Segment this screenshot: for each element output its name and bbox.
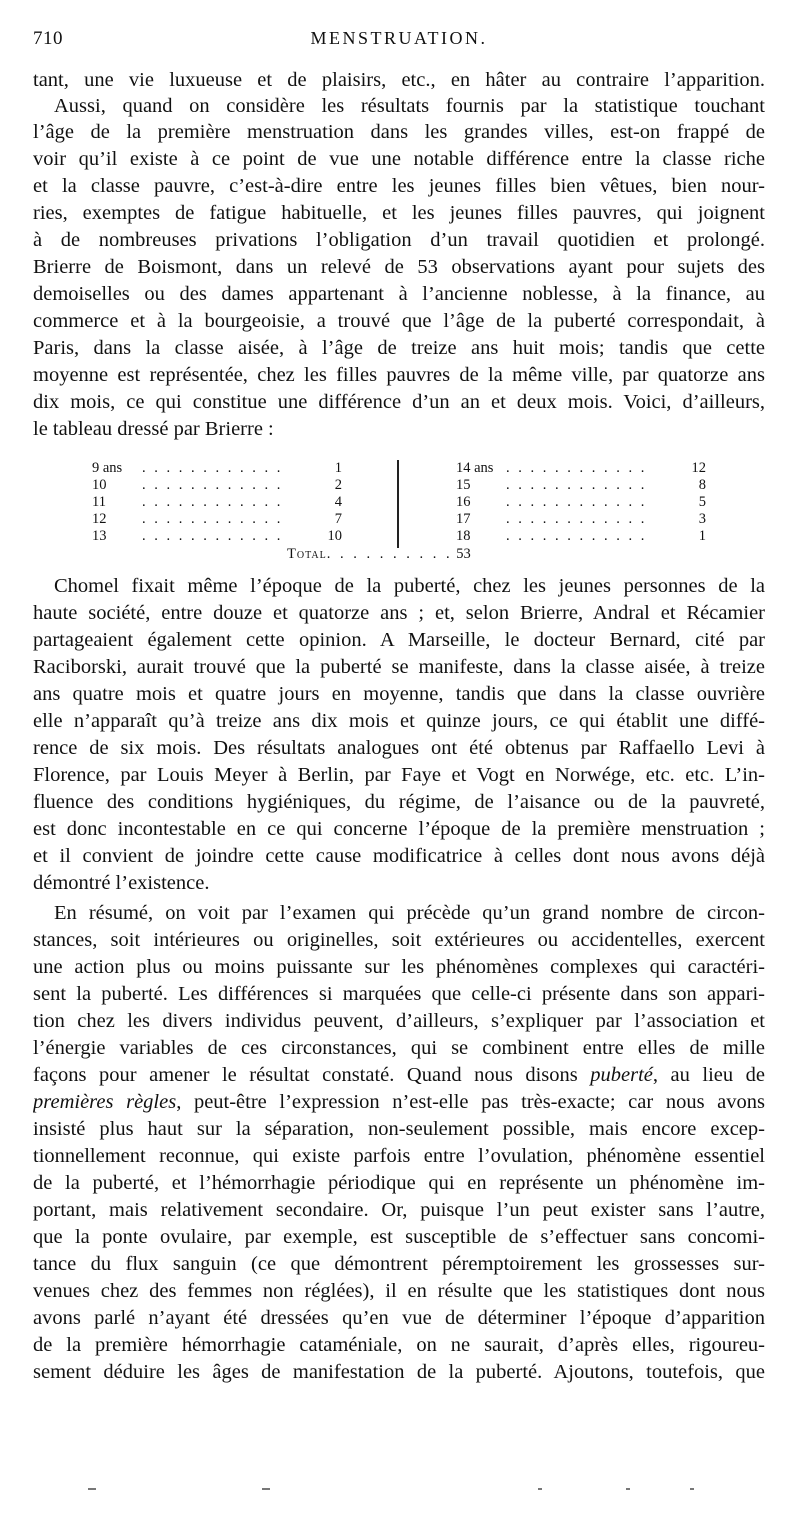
leader-dots: . . . . . . . . . . . . <box>506 477 647 493</box>
table-row <box>456 528 706 545</box>
italic-term: premières règles <box>33 1091 177 1113</box>
text-line: elle n’apparaît qu’à treize ans dix mois et quinze jours, ce qui établit une diffé- <box>33 710 765 732</box>
table-age: 13 <box>92 528 107 544</box>
text-line: ries, exemptes de fatigue habituelle, et les jeunes filles pauvres, qui joignent <box>33 202 765 224</box>
age-table <box>92 460 704 560</box>
text-line: sent la puberté. Les différences si marquées que celle-ci présente dans son appari- <box>33 983 765 1005</box>
text-line: de la première hémorrhagie cataméniale, on ne saurait, d’après elles, rigoureu- <box>33 1334 765 1356</box>
text-line: est donc incontestable en ce qui concerne l’époque de la première menstruation ; <box>33 818 765 840</box>
text-line: insisté plus haut sur la séparation, non-seulement possible, mais encore excep- <box>33 1118 765 1140</box>
leader-dots: . . . . . . . . . . . . <box>506 460 647 476</box>
table-row <box>456 511 706 528</box>
text-line: En résumé, on voit par l’examen qui précède qu’un grand nombre de circon- <box>54 902 765 924</box>
text-line: moyenne est représentée, chez les filles pauvres de la même ville, par quatorze ans <box>33 364 765 386</box>
text-line: tion chez les divers individus peuvent, d’ailleurs, s’expliquer par l’association et <box>33 1010 765 1032</box>
scan-speck <box>262 1488 270 1490</box>
scan-speck <box>88 1488 96 1490</box>
italic-term: puberté <box>590 1064 653 1086</box>
text-line: sement déduire les âges de manifestation de la puberté. Ajoutons, toutefois, que <box>33 1361 765 1383</box>
table-value: 8 <box>698 477 706 493</box>
text-line: tance du flux sanguin (ce que démontrent péremptoirement les grossesses sur- <box>33 1253 765 1275</box>
table-value: 7 <box>334 511 342 527</box>
table-age: 11 <box>92 494 106 510</box>
scan-specks <box>0 1488 800 1498</box>
leader-dots: . . . . . . . . . . <box>326 546 453 562</box>
table-age: 9 ans <box>92 460 123 476</box>
table-age: 17 <box>456 511 471 527</box>
text-line: venues chez des femmes non réglées), il en résulte que les statistiques dont nous <box>33 1280 765 1302</box>
text-line: voir qu’il existe à ce point de vue une notable différence entre la classe riche <box>33 148 765 170</box>
table-total-label: Total <box>287 546 327 562</box>
table-row <box>456 494 706 511</box>
text-line: à de nombreuses privations l’obligation d’un travail quotidien et prolongé. <box>33 229 765 251</box>
table-row <box>456 477 706 494</box>
text-line: Chomel fixait même l’époque de la puberté, chez les jeunes personnes de la <box>54 575 765 597</box>
table-age: 14 ans <box>456 460 494 476</box>
text-line: que la ponte ovulaire, par exemple, est susceptible de s’effectuer sans concomi- <box>33 1226 765 1248</box>
leader-dots: . . . . . . . . . . . . <box>142 494 283 510</box>
table-row <box>92 477 342 494</box>
text-line: de la puberté, et l’hémorrhagie périodique qui en représente un phénomène im- <box>33 1172 765 1194</box>
text-line: le tableau dressé par Brierre : <box>33 418 274 440</box>
text-line: tionnellement reconnue, qui existe parfois entre l’ovulation, phénomène essentiel <box>33 1145 765 1167</box>
text-line: portant, mais relativement secondaire. Or, puisque l’un peut exister sans l’autre, <box>33 1199 765 1221</box>
text-segment: , peut-être l’expression n’est-elle pas très-exacte; car nous avons <box>176 1091 765 1113</box>
table-row <box>92 528 342 545</box>
text-line: haute société, entre douze et quatorze ans ; et, selon Brierre, Andral et Récamier <box>33 602 765 624</box>
text-line: fluence des conditions hygiéniques, du régime, de l’aisance ou de la pauvreté, <box>33 791 765 813</box>
text-line: demoiselles ou des dames appartenant à l’ancienne noblesse, à la finance, au <box>33 283 765 305</box>
table-age: 12 <box>92 511 107 527</box>
text-line <box>33 1089 765 1115</box>
text-line: et la classe pauvre, c’est-à-dire entre les jeunes filles bien vêtues, bien nour- <box>33 175 765 197</box>
table-row <box>456 460 706 477</box>
table-column-right <box>456 460 706 545</box>
table-value: 10 <box>327 528 342 544</box>
text-line: Florence, par Louis Meyer à Berlin, par Faye et Vogt en Norwége, etc. etc. L’in- <box>33 764 765 786</box>
text-line: stances, soit intérieures ou originelles, soit extérieures ou accidentelles, exercent <box>33 929 765 951</box>
text-line: et il convient de joindre cette cause modificatrice à celles dont nous avons déjà <box>33 845 765 867</box>
table-row <box>92 460 342 477</box>
text-line: Brierre de Boismont, dans un relevé de 53 observations ayant pour sujets des <box>33 256 765 278</box>
text-segment: , au lieu de <box>652 1064 765 1086</box>
leader-dots: . . . . . . . . . . . . <box>506 511 647 527</box>
table-value: 2 <box>334 477 342 493</box>
page-number: 710 <box>33 28 63 49</box>
text-line: Aussi, quand on considère les résultats fournis par la statistique touchant <box>54 95 765 117</box>
table-value: 1 <box>334 460 342 476</box>
text-line: l’énergie variables de ces circonstances, qui se combinent entre elles de mille <box>33 1037 765 1059</box>
table-age: 15 <box>456 477 471 493</box>
table-value: 1 <box>698 528 706 544</box>
leader-dots: . . . . . . . . . . . . <box>142 460 283 476</box>
scan-speck <box>626 1488 630 1490</box>
leader-dots: . . . . . . . . . . . . <box>506 494 647 510</box>
table-row <box>92 511 342 528</box>
text-line: l’âge de la première menstruation dans les grandes villes, est-on frappé de <box>33 121 765 143</box>
leader-dots: . . . . . . . . . . . . <box>142 528 283 544</box>
table-total-value: 53 <box>456 546 471 562</box>
text-line: rence de six mois. Des résultats analogues ont été obtenus par Raffaello Levi à <box>33 737 765 759</box>
leader-dots: . . . . . . . . . . . . <box>506 528 647 544</box>
table-value: 4 <box>334 494 342 510</box>
table-column-left <box>92 460 342 545</box>
table-value: 3 <box>698 511 706 527</box>
text-line: avons parlé n’ayant été dressées qu’en vue de déterminer l’époque d’apparition <box>33 1307 765 1329</box>
page-header <box>33 28 765 58</box>
text-line: commerce et à la bourgeoisie, a trouvé que l’âge de la puberté correspondait, à <box>33 310 765 332</box>
scan-speck <box>538 1488 542 1490</box>
text-line: Raciborski, aurait trouvé que la puberté se manifeste, dans la classe aisée, à treize <box>33 656 765 678</box>
text-line: une action plus ou moins puissante sur les phénomènes complexes qui caractéri- <box>33 956 765 978</box>
text-line: démontré l’existence. <box>33 872 210 894</box>
leader-dots: . . . . . . . . . . . . <box>142 511 283 527</box>
table-row <box>92 494 342 511</box>
table-divider <box>397 460 399 548</box>
table-total-row <box>287 546 507 563</box>
table-age: 16 <box>456 494 471 510</box>
text-segment: façons pour amener le résultat constaté. Quand nous disons <box>33 1064 591 1086</box>
text-line: tant, une vie luxueuse et de plaisirs, etc., en hâter au contraire l’apparition. <box>33 69 765 91</box>
text-line: partageaient également cette opinion. A Marseille, le docteur Bernard, cité par <box>33 629 765 651</box>
table-age: 10 <box>92 477 107 493</box>
table-age: 18 <box>456 528 471 544</box>
table-value: 12 <box>691 460 706 476</box>
running-title: MENSTRUATION. <box>310 28 488 48</box>
text-line: ans quatre mois et quatre jours en moyenne, tandis que dans la classe ouvrière <box>33 683 765 705</box>
text-line: Paris, dans la classe aisée, à l’âge de treize ans huit mois; tandis que cette <box>33 337 765 359</box>
table-value: 5 <box>698 494 706 510</box>
scan-speck <box>690 1488 694 1490</box>
text-line: dix mois, ce qui constitue une différence d’un an et deux mois. Voici, d’ailleurs, <box>33 391 765 413</box>
leader-dots: . . . . . . . . . . . . <box>142 477 283 493</box>
text-line <box>33 1062 765 1088</box>
